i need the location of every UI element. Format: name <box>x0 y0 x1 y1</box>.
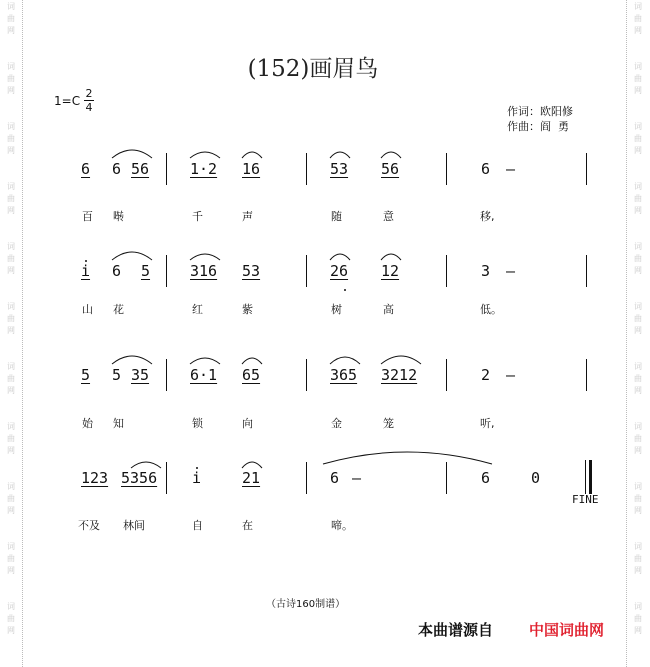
note: 6 <box>112 160 122 178</box>
lyric: 始 <box>82 417 93 430</box>
watermark-glyph: 曲 <box>634 434 642 443</box>
watermark-glyph: 词 <box>634 302 642 311</box>
watermark-glyph: 网 <box>7 206 15 215</box>
note: 5 <box>81 366 91 384</box>
watermark-glyph: 曲 <box>634 254 642 263</box>
slur <box>129 458 163 470</box>
note: 53 <box>242 262 261 280</box>
note: 26 <box>330 262 349 280</box>
note: 1·2 <box>190 160 218 178</box>
note: 6 <box>81 160 91 178</box>
slur <box>328 148 352 160</box>
watermark-glyph: 网 <box>7 26 15 35</box>
note: 316 <box>190 262 218 280</box>
note: 12 <box>381 262 400 280</box>
note: 21 <box>242 469 261 487</box>
lyric: 听, <box>480 417 495 430</box>
watermark-glyph: 网 <box>634 446 642 455</box>
lyric: 声 <box>242 210 253 223</box>
low-octave-dot <box>344 289 346 291</box>
note: 56 <box>381 160 400 178</box>
lyric: 啭 <box>113 210 124 223</box>
lyric: 山 <box>82 303 93 316</box>
lyric: 自 <box>192 519 203 532</box>
final-barline-thick <box>589 460 592 494</box>
watermark-glyph: 词 <box>634 362 642 371</box>
lyric: 锁 <box>192 417 203 430</box>
watermark-glyph: 网 <box>7 446 15 455</box>
slur <box>379 148 403 160</box>
watermark-glyph: 曲 <box>7 74 15 83</box>
barline <box>166 462 167 494</box>
high-octave-dot <box>85 260 87 262</box>
watermark-glyph: 词 <box>634 182 642 191</box>
barline <box>446 153 447 185</box>
watermark-glyph: 网 <box>634 86 642 95</box>
watermark-glyph: 曲 <box>7 254 15 263</box>
watermark-glyph: 词 <box>7 602 15 611</box>
time-signature-bottom: 4 <box>85 101 93 114</box>
watermark-glyph: 网 <box>7 626 15 635</box>
song-title: (152)画眉鸟 <box>247 56 379 82</box>
time-signature <box>84 88 94 113</box>
watermark-glyph: 曲 <box>634 374 642 383</box>
watermark-glyph: 曲 <box>7 374 15 383</box>
watermark-glyph: 网 <box>7 386 15 395</box>
lyric: 红 <box>192 303 203 316</box>
note: 5356 <box>121 469 158 487</box>
watermark-glyph: 曲 <box>634 614 642 623</box>
note: 6 <box>330 469 340 487</box>
lyric: 知 <box>113 417 124 430</box>
watermark-glyph: 词 <box>7 302 15 311</box>
note: i <box>192 469 202 487</box>
source-label: 本曲谱源自 <box>418 621 494 639</box>
watermark-glyph: 网 <box>634 146 642 155</box>
barline <box>166 359 167 391</box>
site-name[interactable]: 中国词曲网 <box>529 621 605 639</box>
watermark-glyph: 词 <box>634 482 642 491</box>
slur <box>110 352 154 366</box>
watermark-glyph: 曲 <box>7 14 15 23</box>
lyric: 随 <box>331 210 342 223</box>
barline <box>446 462 447 494</box>
watermark-glyph: 网 <box>7 146 15 155</box>
watermark-glyph: 曲 <box>634 134 642 143</box>
slur <box>110 146 154 160</box>
arranger-credit: （古诗160制谱） <box>266 599 346 610</box>
dash: – <box>506 160 516 178</box>
watermark-glyph: 曲 <box>634 314 642 323</box>
watermark-glyph: 词 <box>7 2 15 11</box>
note: 35 <box>131 366 150 384</box>
watermark-glyph: 词 <box>7 362 15 371</box>
lyric: 林间 <box>123 519 145 532</box>
note: 0 <box>531 469 541 487</box>
watermark-glyph: 网 <box>634 566 642 575</box>
barline <box>306 359 307 391</box>
watermark-glyph: 网 <box>7 86 15 95</box>
watermark-glyph: 词 <box>634 542 642 551</box>
lyric: 紫 <box>242 303 253 316</box>
note: 2 <box>481 366 491 384</box>
note: 5 <box>141 262 151 280</box>
watermark-glyph: 网 <box>7 506 15 515</box>
lyric: 啼。 <box>331 519 353 532</box>
slur <box>188 250 222 262</box>
dash: – <box>506 262 516 280</box>
barline <box>586 255 587 287</box>
barline <box>306 153 307 185</box>
lyric: 不及 <box>78 519 100 532</box>
watermark-glyph: 词 <box>634 602 642 611</box>
left-watermark-strip <box>0 0 23 667</box>
dash: – <box>352 469 362 487</box>
note: 365 <box>330 366 358 384</box>
barline <box>166 255 167 287</box>
barline <box>446 255 447 287</box>
lyric: 在 <box>242 519 253 532</box>
note: 123 <box>81 469 109 487</box>
lyric: 移, <box>480 210 495 223</box>
credits <box>507 104 573 134</box>
watermark-glyph: 词 <box>7 182 15 191</box>
high-octave-dot <box>196 467 198 469</box>
barline <box>166 153 167 185</box>
lyric: 金 <box>331 417 342 430</box>
slur <box>328 250 352 262</box>
lyric: 高 <box>383 303 394 316</box>
lyric: 花 <box>113 303 124 316</box>
note: 6 <box>481 160 491 178</box>
watermark-glyph: 网 <box>7 566 15 575</box>
barline <box>306 255 307 287</box>
watermark-glyph: 词 <box>7 242 15 251</box>
watermark-glyph: 网 <box>634 626 642 635</box>
note: 6·1 <box>190 366 218 384</box>
watermark-glyph: 网 <box>634 26 642 35</box>
note: 16 <box>242 160 261 178</box>
tie <box>320 446 495 466</box>
watermark-glyph: 词 <box>7 482 15 491</box>
slur <box>188 148 222 160</box>
lyric: 意 <box>383 210 394 223</box>
lyric: 树 <box>331 303 342 316</box>
lyric: 百 <box>82 210 93 223</box>
watermark-glyph: 网 <box>634 326 642 335</box>
lyric: 笼 <box>383 417 394 430</box>
watermark-glyph: 曲 <box>7 434 15 443</box>
key-signature: 1=C <box>54 94 81 108</box>
watermark-glyph: 词 <box>7 422 15 431</box>
watermark-glyph: 曲 <box>7 194 15 203</box>
right-watermark-strip <box>626 0 649 667</box>
barline <box>446 359 447 391</box>
slur <box>240 458 264 470</box>
watermark-glyph: 词 <box>634 122 642 131</box>
watermark-glyph: 曲 <box>634 74 642 83</box>
watermark-glyph: 词 <box>634 2 642 11</box>
barline <box>586 153 587 185</box>
final-barline-thin <box>585 460 586 494</box>
watermark-glyph: 曲 <box>7 494 15 503</box>
watermark-glyph: 曲 <box>7 554 15 563</box>
watermark-glyph: 曲 <box>634 14 642 23</box>
watermark-glyph: 词 <box>634 242 642 251</box>
watermark-glyph: 词 <box>7 542 15 551</box>
lyricist: 作词：欧阳修 <box>507 105 573 118</box>
watermark-glyph: 词 <box>634 62 642 71</box>
slur <box>240 354 264 366</box>
slur <box>379 352 423 366</box>
watermark-glyph: 词 <box>634 422 642 431</box>
slur <box>379 250 403 262</box>
watermark-glyph: 曲 <box>634 554 642 563</box>
watermark-glyph: 曲 <box>7 614 15 623</box>
note: 65 <box>242 366 261 384</box>
slur <box>328 352 362 366</box>
watermark-glyph: 曲 <box>7 134 15 143</box>
watermark-glyph: 词 <box>7 122 15 131</box>
watermark-glyph: 曲 <box>634 194 642 203</box>
lyric: 向 <box>242 417 253 430</box>
watermark-glyph: 网 <box>7 326 15 335</box>
time-signature-top: 2 <box>85 87 93 100</box>
lyric: 低。 <box>480 303 502 316</box>
watermark-glyph: 网 <box>7 266 15 275</box>
watermark-glyph: 网 <box>634 506 642 515</box>
note: 53 <box>330 160 349 178</box>
barline <box>586 359 587 391</box>
slur <box>110 248 154 262</box>
watermark-glyph: 词 <box>7 62 15 71</box>
note: i <box>81 262 91 280</box>
note: 5 <box>112 366 122 384</box>
watermark-glyph: 曲 <box>7 314 15 323</box>
barline <box>306 462 307 494</box>
watermark-glyph: 网 <box>634 386 642 395</box>
note: 3 <box>481 262 491 280</box>
note: 6 <box>112 262 122 280</box>
note: 6 <box>481 469 491 487</box>
watermark-glyph: 网 <box>634 206 642 215</box>
composer: 作曲：阎 勇 <box>507 120 569 133</box>
note: 56 <box>131 160 150 178</box>
lyric: 千 <box>192 210 203 223</box>
fine-mark: FINE <box>572 493 599 506</box>
slur <box>188 354 222 366</box>
watermark-glyph: 曲 <box>634 494 642 503</box>
watermark-glyph: 网 <box>634 266 642 275</box>
slur <box>240 148 264 160</box>
dash: – <box>506 366 516 384</box>
note: 3212 <box>381 366 418 384</box>
